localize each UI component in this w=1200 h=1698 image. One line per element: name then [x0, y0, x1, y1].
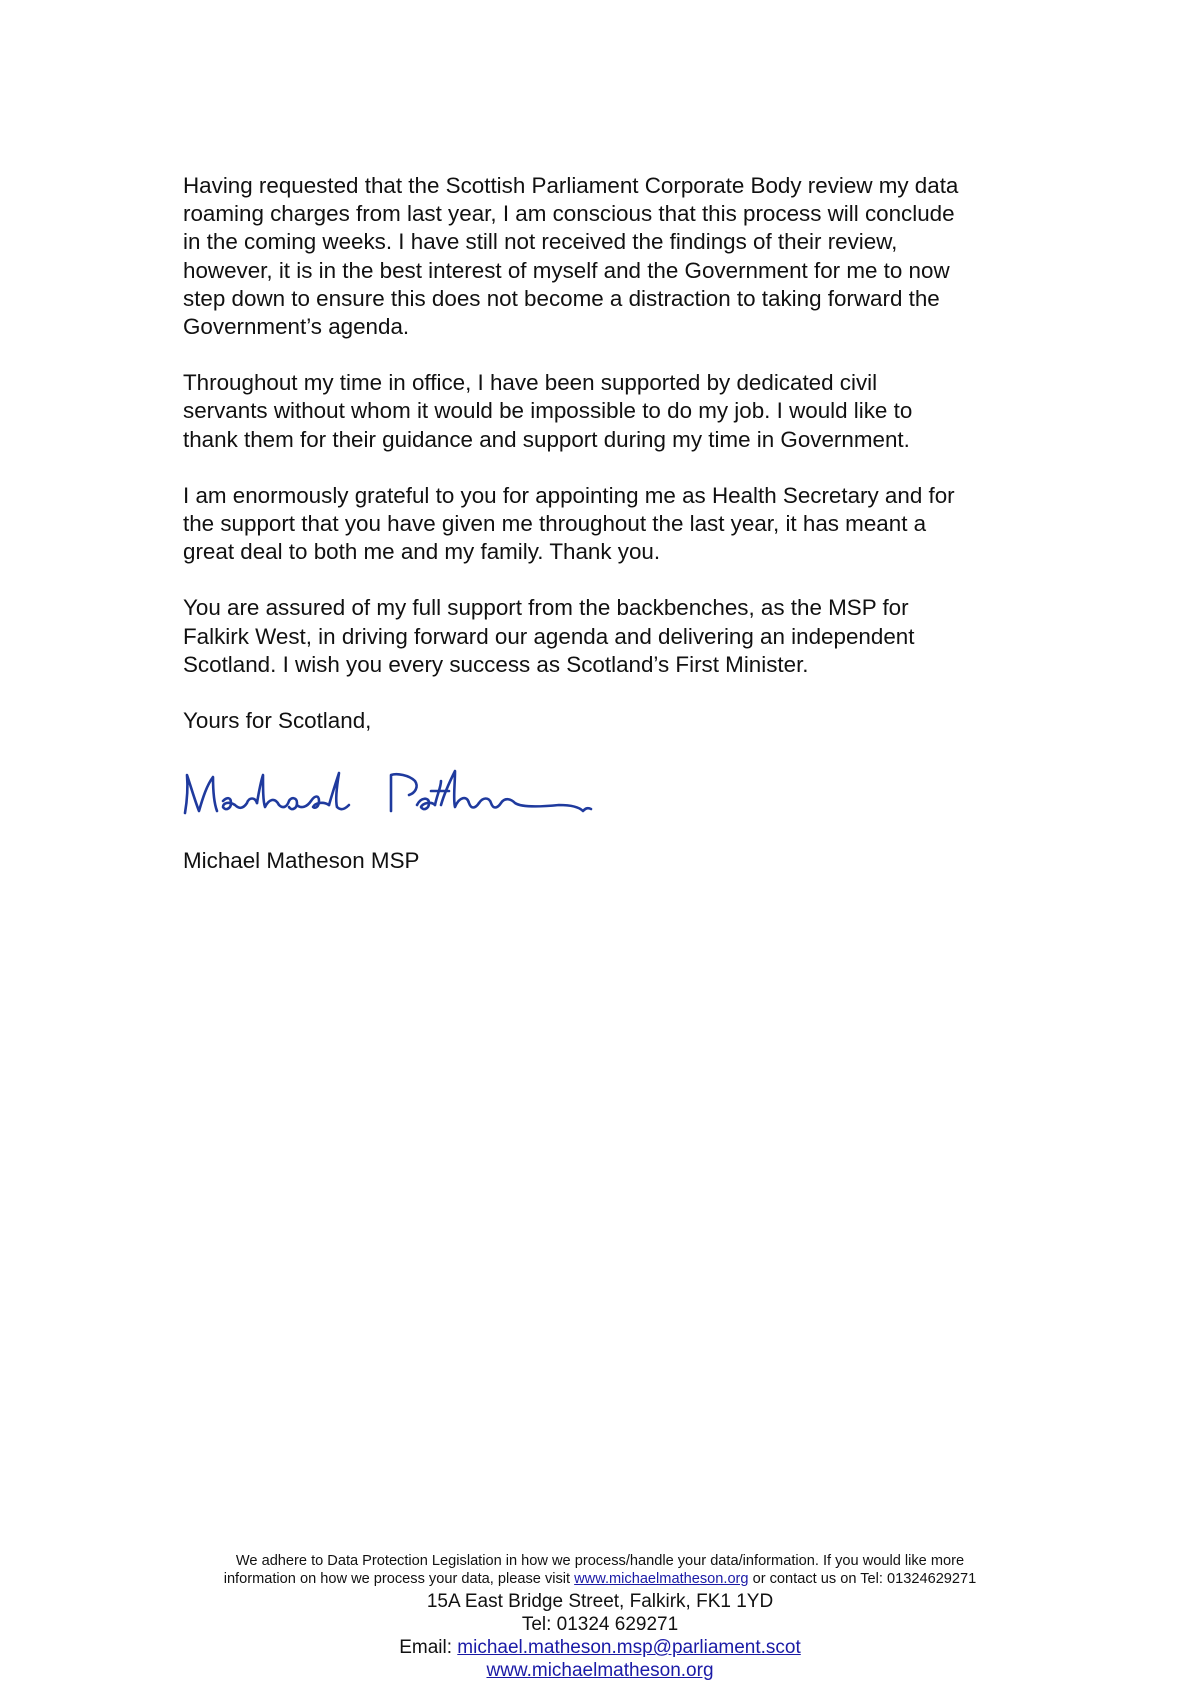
office-telephone: Tel: 01324 629271 — [521, 1614, 679, 1635]
email-line — [0, 1636, 1200, 1659]
paragraph-review: Having requested that the Scottish Parliament Corporate Body review my data roaming charges from last year, I am conscious that this process will conclude in the coming weeks. I have still not received the findings of their review, however, it is in the best interest of myself and the Government for me to now step down to ensure this does not become a distraction to taking forward the Government’s agenda. — [183, 173, 959, 340]
signatory-name: Michael Matheson MSP — [183, 848, 420, 874]
paragraph-support: You are assured of my full support from the backbenches, as the MSP for Falkirk West, in driving forward our agenda and delivering an independent Scotland. I wish you every success as Scotland’s First Minister. — [183, 595, 915, 677]
notice-line-2-pre: information on how we process your data, please visit — [223, 1571, 575, 1587]
office-address: 15A East Bridge Street, Falkirk, FK1 1YD — [426, 1591, 774, 1612]
contact-block — [0, 1590, 1200, 1682]
website-link[interactable]: www.michaelmatheson.org — [486, 1660, 714, 1681]
paragraph-gratitude: I am enormously grateful to you for appointing me as Health Secretary and for the support that you have given me throughout the last year, it has meant a great deal to both me and my family. Thank you. — [183, 482, 955, 565]
letter-footer — [0, 1552, 1200, 1682]
email-label: Email: — [399, 1637, 458, 1658]
notice-line-2-post: or contact us on Tel: 01324629271 — [748, 1571, 977, 1587]
notice-website-link[interactable]: www.michaelmatheson.org — [574, 1571, 749, 1587]
paragraph-civil-servants: Throughout my time in office, I have been supported by dedicated civil servants without whom it would be impossible to do my job. I would like to thank them for their guidance and support during my time in Government. — [183, 370, 913, 452]
data-protection-notice — [0, 1552, 1200, 1588]
email-link[interactable]: michael.matheson.msp@parliament.scot — [457, 1637, 801, 1658]
letter-body — [183, 172, 1063, 875]
signature-icon — [179, 761, 609, 831]
website-line — [0, 1659, 1200, 1682]
notice-line-1: We adhere to Data Protection Legislation in how we process/handle your data/information. If you would like more — [235, 1553, 965, 1569]
closing-salutation: Yours for Scotland, — [183, 708, 372, 734]
